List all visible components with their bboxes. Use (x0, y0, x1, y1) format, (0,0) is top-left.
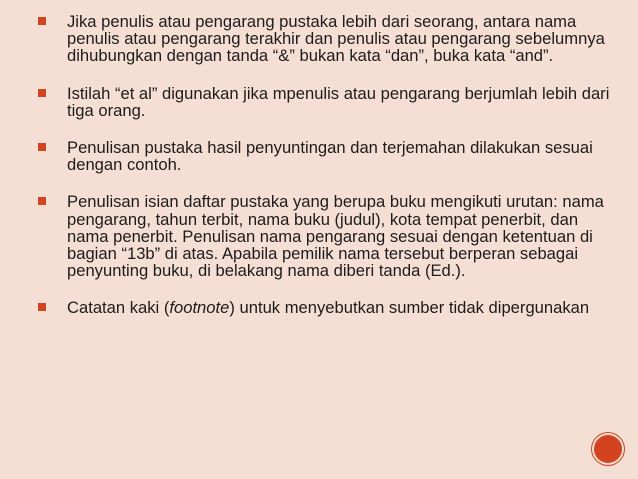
square-bullet-icon (38, 143, 46, 151)
bullet-item-3 (36, 139, 616, 173)
bullet-text: Istilah “et al” digunakan jika mpenulis atau pengarang berjumlah lebih dari tiga orang. (67, 83, 610, 120)
bullet-text-italic: footnote (169, 298, 230, 318)
bullet-text-part: ) untuk menyebutkan sumber tidak dipergunakan (229, 298, 590, 318)
bullet-text: Penulisan isian daftar pustaka yang berupa buku mengikuti urutan: nama pengarang, tahun terbit, nama buku (judul), kota tempat penerbit, dan nama penerbit. Penulisan nama pengarang sesuai dengan ketentuan di bagian “13b” di atas. Apabila pemilik nama tersebut berperan sebagai penyunting buku, di belakang nama diberi tanda (Ed.). (67, 192, 604, 281)
bullet-text (67, 298, 589, 317)
square-bullet-icon (38, 303, 46, 311)
bullet-list (36, 13, 616, 337)
square-bullet-icon (38, 17, 46, 25)
bullet-text: Jika penulis atau pengarang pustaka lebih dari seorang, antara nama penulis atau pengarang terakhir dan penulis atau pengarang sebelumnya dihubungkan dengan tanda “&” bukan kata “dan”, buka kata “and”. (67, 12, 605, 66)
square-bullet-icon (38, 197, 46, 205)
circle-badge-icon (594, 435, 622, 463)
bullet-text: Penulisan pustaka hasil penyuntingan dan terjemahan dilakukan sesuai dengan contoh. (67, 138, 593, 175)
bullet-item-1 (36, 13, 616, 65)
bullet-text-part: Catatan kaki ( (67, 298, 170, 318)
bullet-item-5 (36, 299, 616, 316)
bullet-item-4 (36, 193, 616, 279)
square-bullet-icon (38, 89, 46, 97)
bullet-item-2 (36, 85, 616, 119)
